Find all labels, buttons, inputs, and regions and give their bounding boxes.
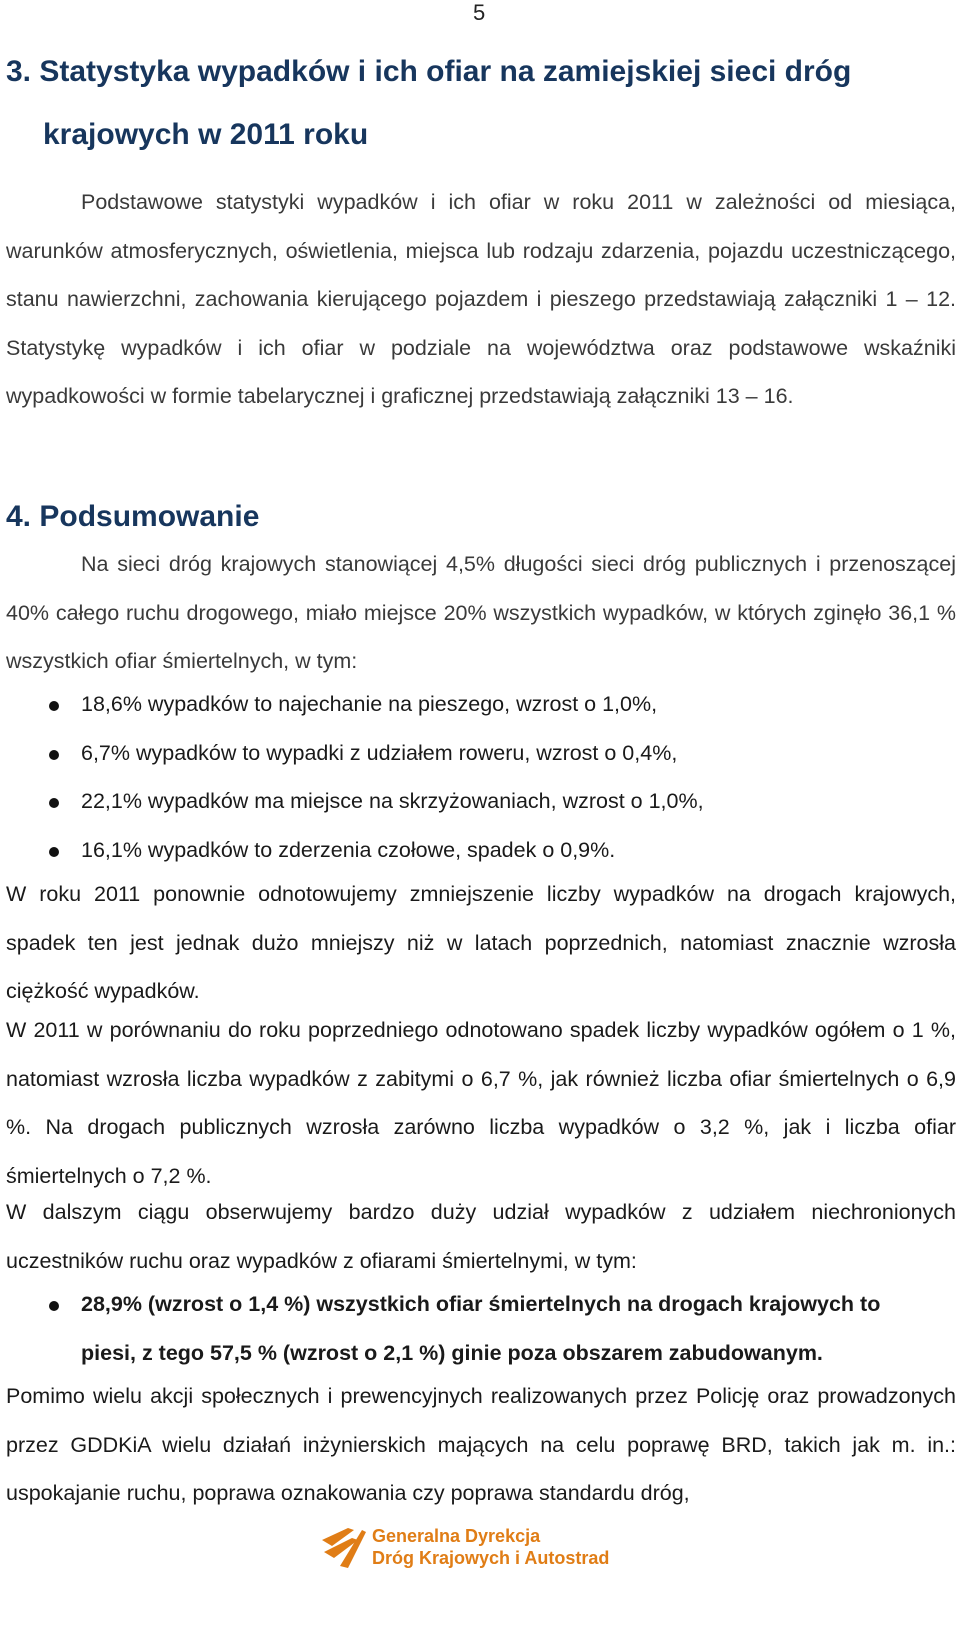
bullet-icon (49, 798, 59, 808)
paragraph-accident-decrease: W roku 2011 ponownie odnotowujemy zmniejszenie liczby wypadków na drogach krajowych, spadek ten jest jednak dużo mniejszy niż w latach poprzednich, natomiast znacznie wzrosła ciężkość wypadków. (6, 882, 956, 1003)
logo-text (372, 1525, 609, 1569)
list-item (0, 729, 960, 778)
section-4-heading: 4. Podsumowanie (6, 500, 260, 533)
bullet-icon (49, 847, 59, 857)
list-item (0, 777, 960, 826)
paragraph-comparison-2010: W 2011 w porównaniu do roku poprzedniego odnotowano spadek liczby wypadków ogółem o 1 %, natomiast wzrosła liczba wypadków z zabitymi o 6,7 %, jak również liczba ofiar śmiertelnych o 6,9 %. Na drogach publicznych wzrosła zarówno liczba wypadków o 3,2 %, jak i liczba ofiar śmiertelnych o 7,2 %. (6, 1018, 956, 1188)
paragraph-prevention-actions: Pomimo wielu akcji społecznych i prewencyjnych realizowanych przez Policję oraz prowadzonych przez GDDKiA wielu działań inżynierskich mających na celu poprawę BRD, takich jak m. in.: uspokajanie ruchu, poprawa oznakowania czy poprawa standardu dróg, (6, 1384, 956, 1505)
paragraph-unprotected-users: W dalszym ciągu obserwujemy bardzo duży udział wypadków z udziałem niechronionych uczestników ruchu oraz wypadków z ofiarami śmiertelnymi, w tym: (6, 1200, 956, 1273)
list-item-text: 6,7% wypadków to wypadki z udziałem roweru, wzrost o 0,4%, (81, 740, 678, 765)
gddkia-logo-mark-icon (318, 1520, 368, 1572)
bullet-icon (49, 750, 59, 760)
gddkia-logo (318, 1520, 618, 1580)
bullet-icon (49, 1301, 59, 1311)
list-item-text: 16,1% wypadków to zderzenia czołowe, spadek o 0,9%. (81, 837, 616, 862)
section-3-heading-continued: krajowych w 2011 roku (43, 118, 369, 151)
list-item-text: 22,1% wypadków ma miejsce na skrzyżowaniach, wzrost o 1,0%, (81, 789, 704, 813)
bold-bullet-text: 28,9% (wzrost o 1,4 %) wszystkich ofiar śmiertelnych na drogach krajowych to piesi, z tego 57,5 % (wzrost o 2,1 %) ginie poza obszarem zabudowanym. (81, 1292, 881, 1365)
list-item-text: 18,6% wypadków to najechanie na pieszego, wzrost o 1,0%, (81, 692, 658, 716)
section-4-intro: Na sieci dróg krajowych stanowiącej 4,5% długości sieci dróg publicznych i przenoszącej 40% całego ruchu drogowego, miało miejsce 20% wszystkich wypadków, w których zginęło 36,1 % wszystkich ofiar śmiertelnych, w tym: (6, 552, 956, 673)
statistics-bullet-list (0, 680, 960, 874)
list-item (0, 680, 960, 729)
list-item (0, 826, 960, 875)
bullet-icon (49, 701, 59, 711)
page-number: 5 (473, 0, 486, 25)
logo-line-2: Dróg Krajowych i Autostrad (372, 1548, 610, 1568)
section-3-paragraph: Podstawowe statystyki wypadków i ich ofiar w roku 2011 w zależności od miesiąca, warunków atmosferycznych, oświetlenia, miejsca lub rodzaju zdarzenia, pojazdu uczestniczącego, stanu nawierzchni, zachowania kierującego pojazdem i pieszego przedstawiają załączniki 1 – 12. Statystykę wypadków i ich ofiar w podziale na województwa oraz podstawowe wskaźniki wypadkowości w formie tabelarycznej i graficznej przedstawiają załączniki 13 – 16. (6, 190, 956, 408)
logo-line-1: Generalna Dyrekcja (372, 1526, 541, 1546)
section-3-heading: 3. Statystyka wypadków i ich ofiar na zamiejskiej sieci dróg (6, 55, 852, 88)
